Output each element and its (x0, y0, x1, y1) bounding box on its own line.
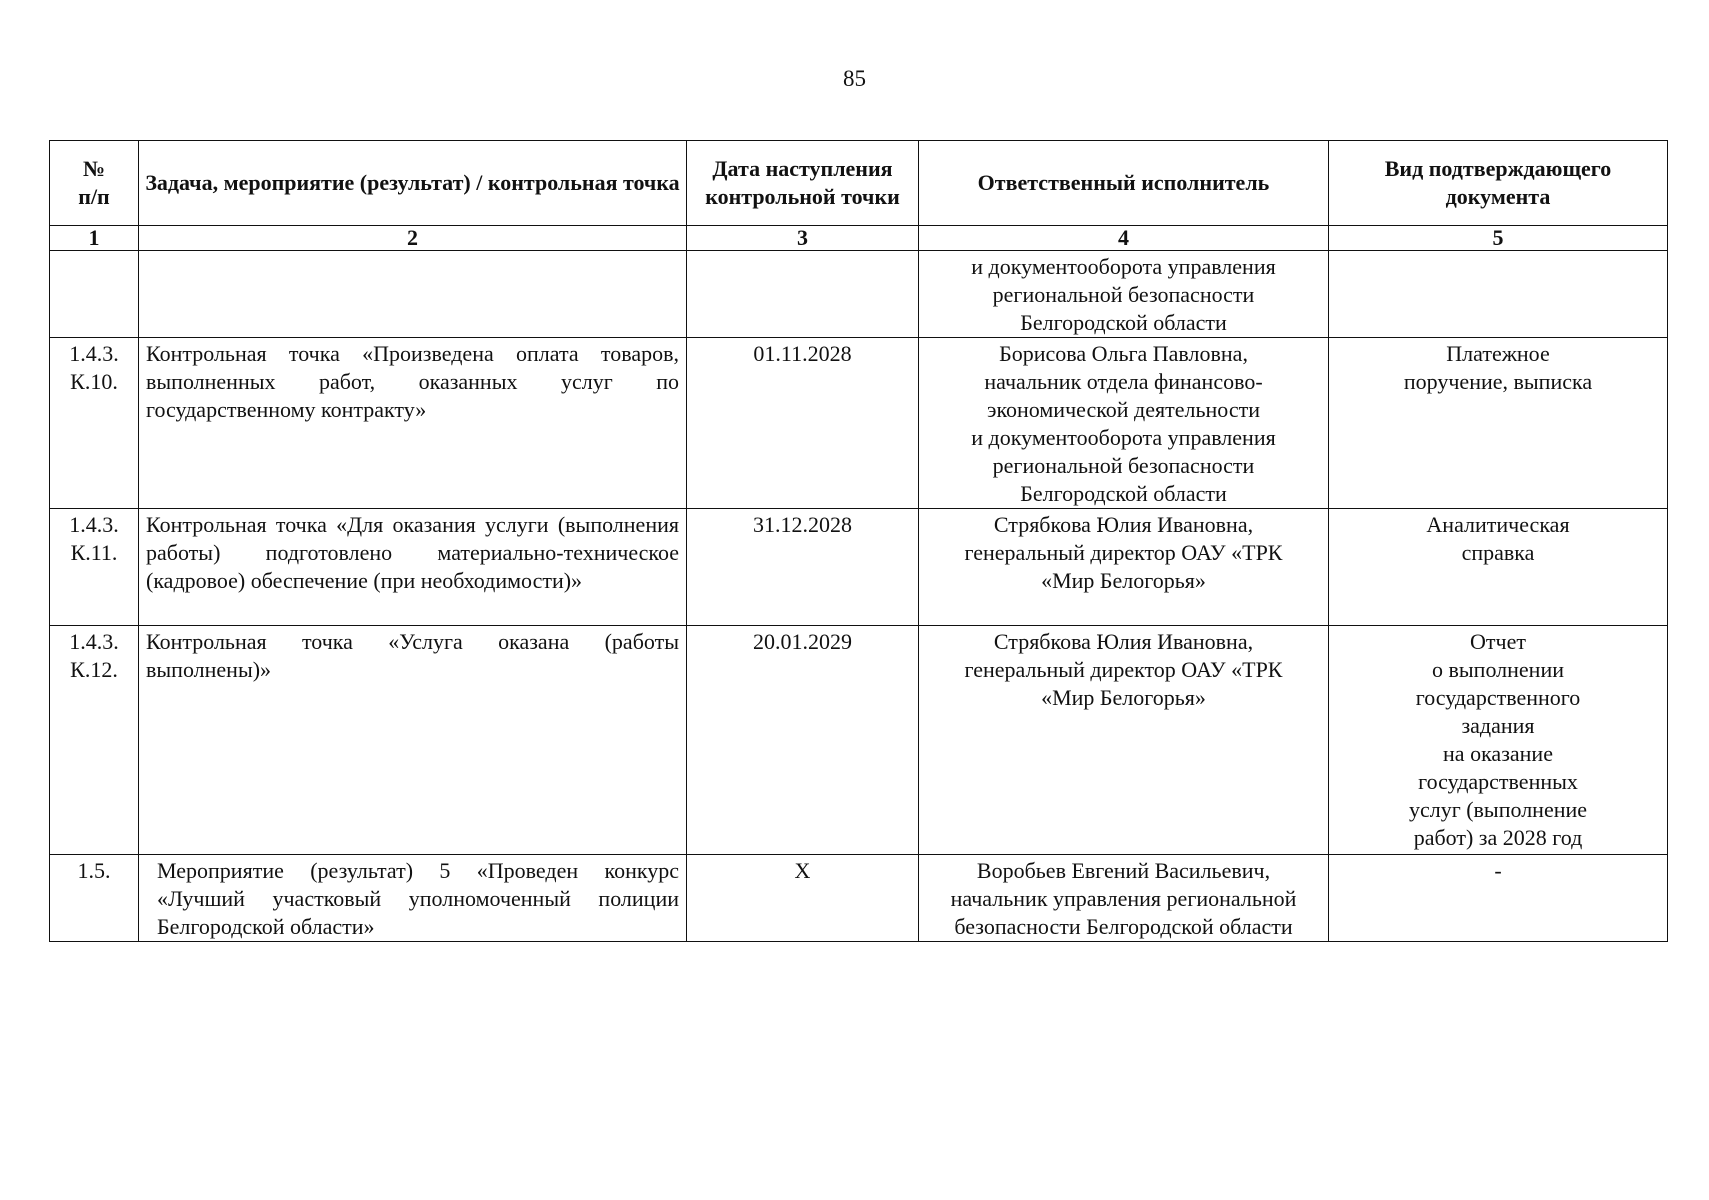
row-document (1329, 855, 1668, 942)
text-line: начальник отдела финансово- (984, 369, 1263, 394)
header-number (50, 141, 139, 226)
text-line: услуг (выполнение (1408, 797, 1588, 822)
column-number: 4 (919, 226, 1329, 251)
row-document (1329, 338, 1668, 509)
text-line: государственного (1415, 685, 1581, 710)
text-line: № (82, 156, 106, 181)
text-line: - (1494, 858, 1502, 883)
row-number (50, 338, 139, 509)
table-row (50, 855, 1668, 942)
text-line: государственных (1418, 769, 1578, 794)
text-line: 1.4.3. (69, 512, 119, 537)
row-date: 20.01.2029 (687, 626, 919, 855)
header-document (1329, 141, 1668, 226)
column-number: 1 (50, 226, 139, 251)
text-line: Отчет (1470, 629, 1526, 654)
row-task: Контрольная точка «Произведена оплата товаров, выполненных работ, оказанных услуг по государственному контракту» (139, 338, 687, 509)
row-executor (919, 509, 1329, 626)
column-number: 3 (687, 226, 919, 251)
text-line: генеральный директор ОАУ «ТРК (964, 540, 1283, 565)
row-task: Контрольная точка «Услуга оказана (работы выполнены)» (139, 626, 687, 855)
row-task (139, 251, 687, 338)
row-executor (919, 338, 1329, 509)
text-line: начальник управления региональной (950, 886, 1297, 911)
row-document (1329, 626, 1668, 855)
row-executor (919, 626, 1329, 855)
row-executor (919, 855, 1329, 942)
row-date: 01.11.2028 (687, 338, 919, 509)
table-row (50, 338, 1668, 509)
header-date (687, 141, 919, 226)
column-number: 5 (1329, 226, 1668, 251)
text-line: Борисова Ольга Павловна, (999, 341, 1248, 366)
text-line: региональной безопасности (992, 453, 1255, 478)
row-number (50, 626, 139, 855)
row-date: X (687, 855, 919, 942)
text-line: и документооборота управления (971, 254, 1276, 279)
row-date (687, 251, 919, 338)
text-line: Задача, мероприятие (результат) / контрольная точка (145, 170, 680, 195)
text-line: Ответственный исполнитель (977, 170, 1270, 195)
text-line: и документооборота управления (971, 425, 1276, 450)
row-number (50, 509, 139, 626)
row-executor (919, 251, 1329, 338)
table-row (50, 251, 1668, 338)
text-line: Аналитическая (1426, 512, 1570, 537)
page-number: 85 (843, 66, 866, 91)
row-document (1329, 509, 1668, 626)
text-line: Дата наступления контрольной точки (705, 156, 900, 209)
text-line: «Мир Белогорья» (1041, 685, 1206, 710)
text-line: о выполнении (1432, 657, 1564, 682)
text-line: Воробьев Евгений Васильевич, (976, 858, 1271, 883)
table-row (50, 626, 1668, 855)
text-line: «Мир Белогорья» (1041, 568, 1206, 593)
text-line: задания (1461, 713, 1535, 738)
header-task (139, 141, 687, 226)
row-number (50, 251, 139, 338)
text-line: региональной безопасности (992, 282, 1255, 307)
text-line: Платежное (1446, 341, 1550, 366)
text-line: генеральный директор ОАУ «ТРК (964, 657, 1283, 682)
row-document (1329, 251, 1668, 338)
plan-table (49, 140, 1668, 942)
row-task: Контрольная точка «Для оказания услуги (выполнения работы) подготовлено материально-техническое (кадровое) обеспечение (при необходимости)» (139, 509, 687, 626)
table-row (50, 509, 1668, 626)
text-line: Белгородской области (1020, 481, 1227, 506)
text-line: К.11. (70, 540, 118, 565)
text-line: Вид подтверждающего документа (1384, 156, 1612, 209)
text-line: на оказание (1443, 741, 1553, 766)
column-number: 2 (139, 226, 687, 251)
text-line: экономической деятельности (987, 397, 1260, 422)
row-date: 31.12.2028 (687, 509, 919, 626)
text-line: 1.5. (77, 858, 111, 883)
header-executor (919, 141, 1329, 226)
row-number (50, 855, 139, 942)
column-number-row (50, 226, 1668, 251)
header-row (50, 141, 1668, 226)
text-line: Белгородской области (1020, 310, 1227, 335)
text-line: п/п (78, 184, 110, 209)
text-line: Стрябкова Юлия Ивановна, (993, 629, 1254, 654)
text-line: Стрябкова Юлия Ивановна, (993, 512, 1254, 537)
text-line: поручение, выписка (1403, 369, 1593, 394)
text-line: К.12. (70, 657, 118, 682)
text-line: 1.4.3. (69, 629, 119, 654)
text-line: К.10. (70, 369, 118, 394)
text-line: справка (1461, 540, 1535, 565)
text-line: безопасности Белгородской области (954, 914, 1293, 939)
text-line: 1.4.3. (69, 341, 119, 366)
text-line: работ) за 2028 год (1413, 825, 1583, 850)
row-task: Мероприятие (результат) 5 «Проведен конкурс «Лучший участковый уполномоченный полиции Белгородской области» (139, 855, 687, 942)
